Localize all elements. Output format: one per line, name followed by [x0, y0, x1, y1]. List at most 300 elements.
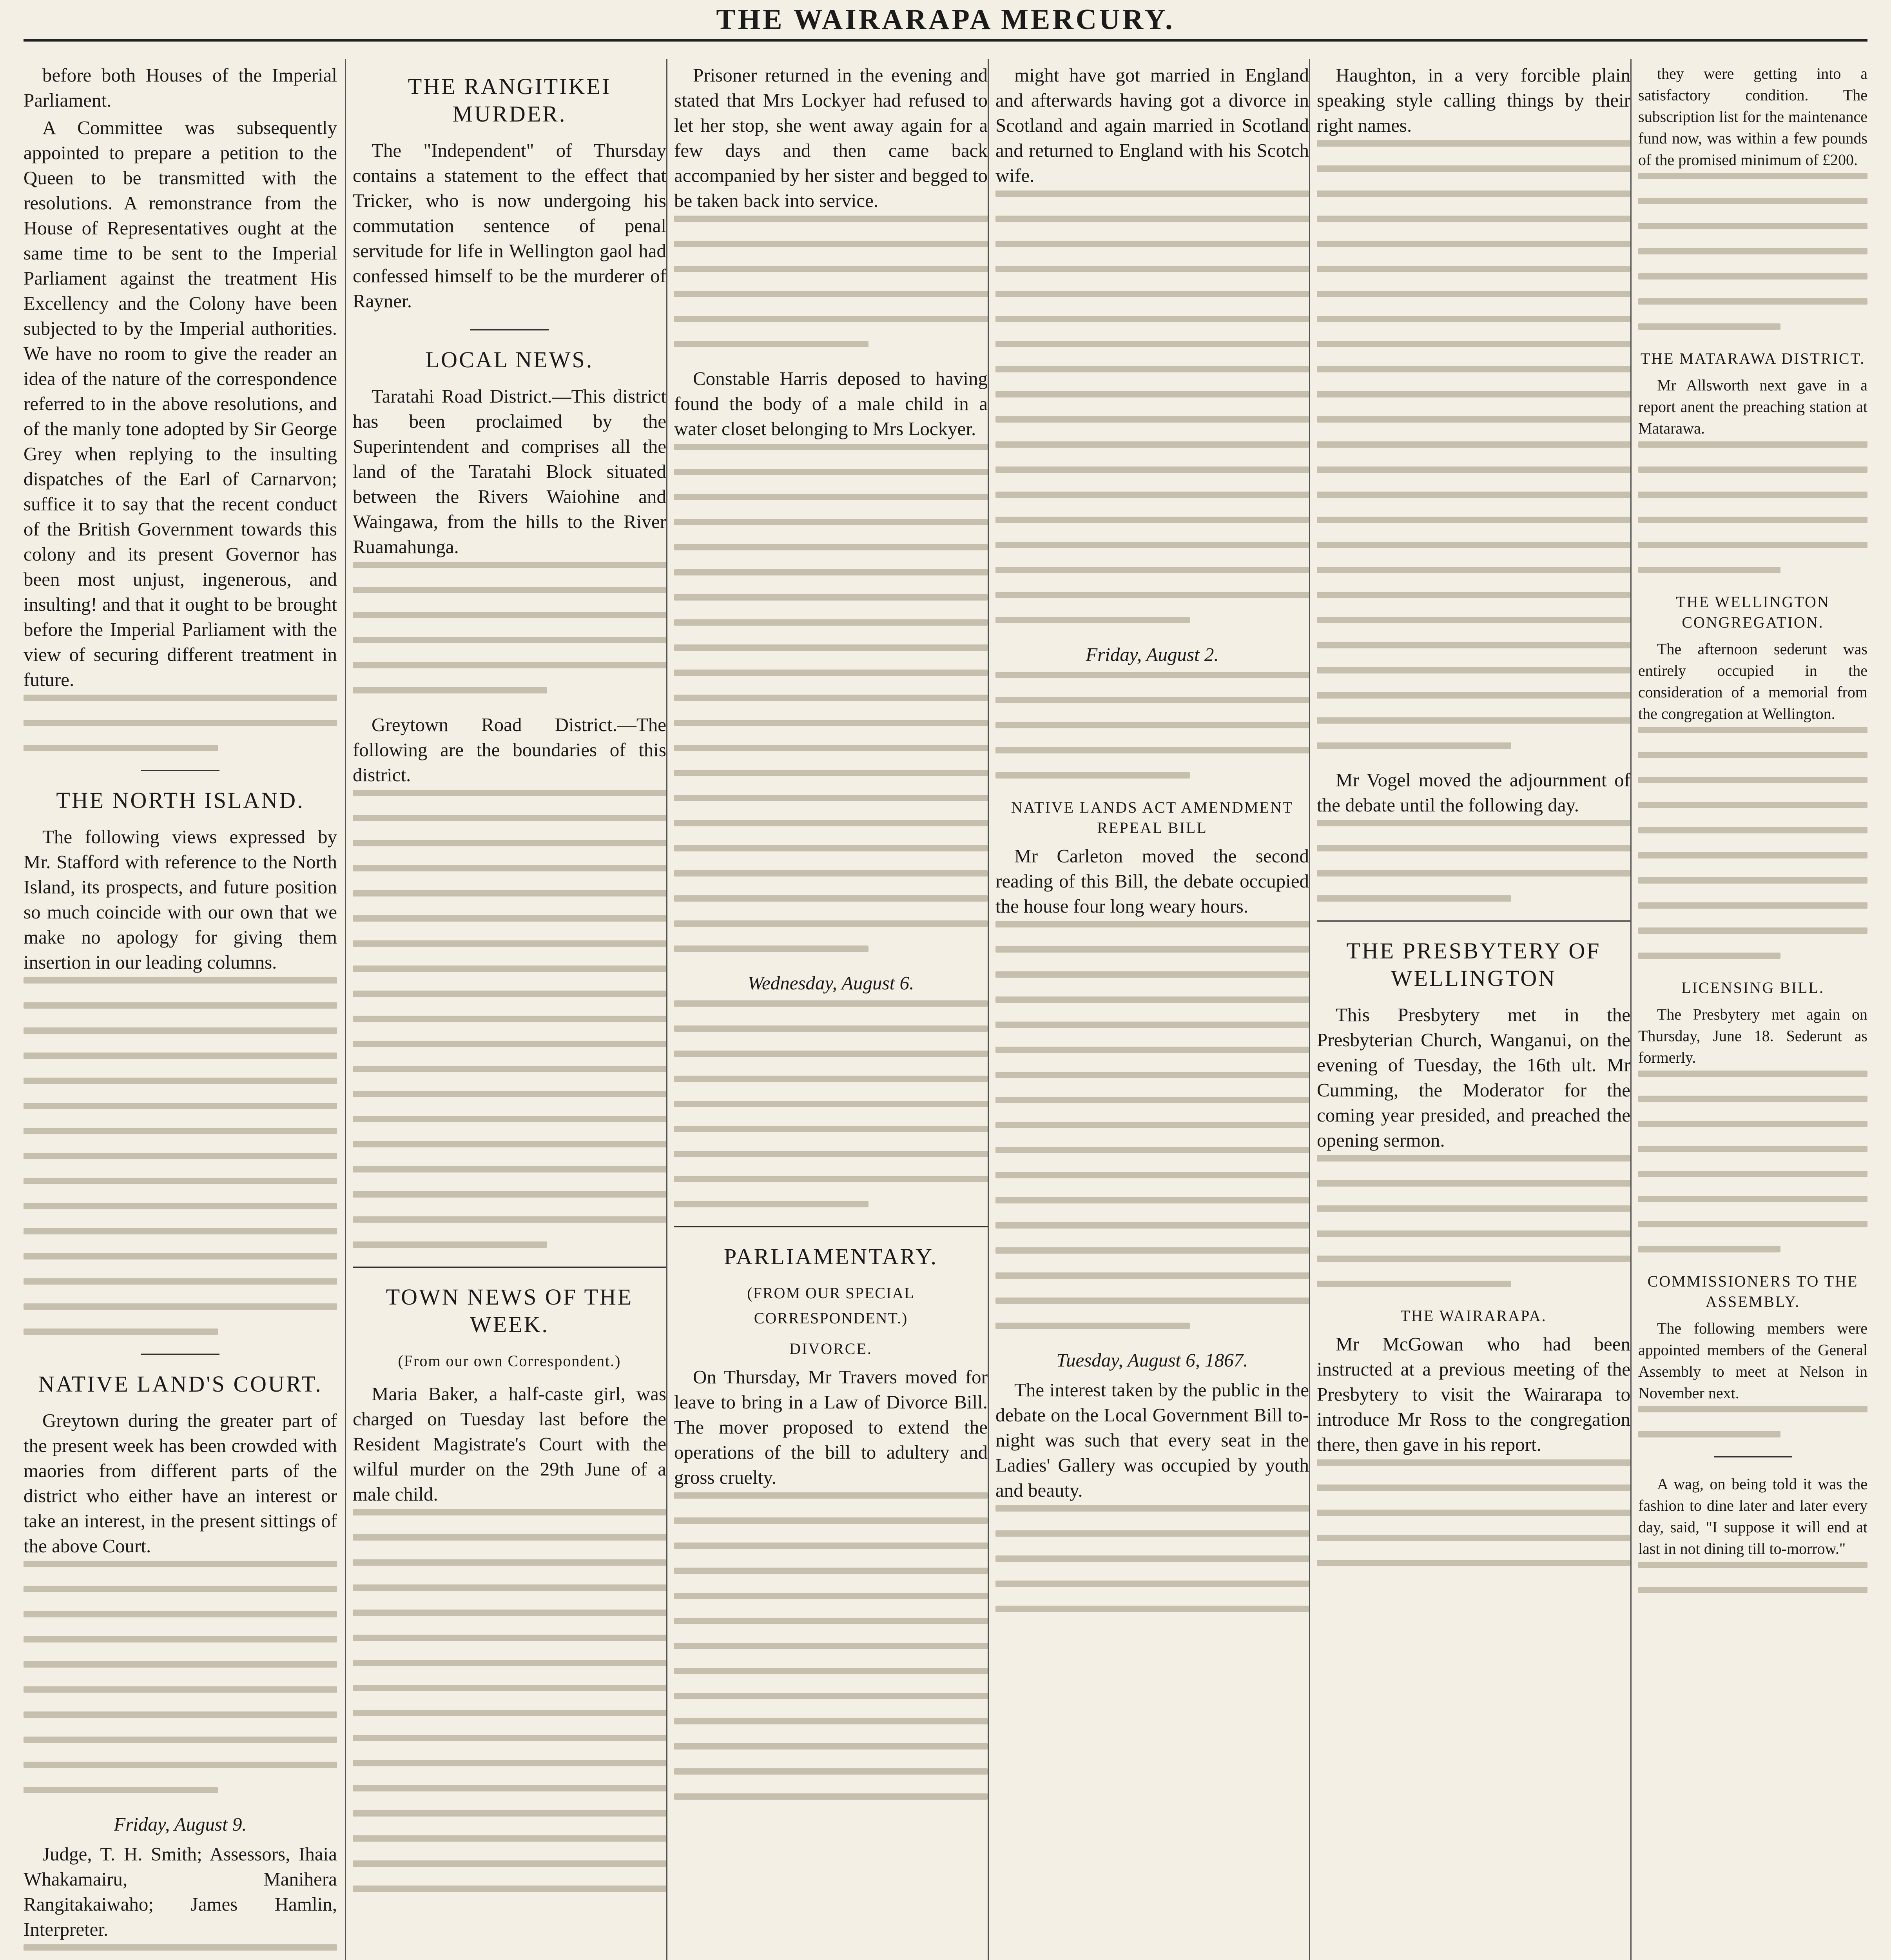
text-line [24, 1762, 337, 1768]
text-line [995, 592, 1309, 598]
heading-presbytery: THE PRESBYTERY OF WELLINGTON [1346, 938, 1601, 991]
text-line [674, 1668, 988, 1674]
text-line [1317, 165, 1630, 172]
text-line [1638, 542, 1867, 548]
column-divider [666, 59, 667, 1960]
paragraph: before both Houses of the Imperial Parliament. [24, 64, 337, 111]
text-line [995, 517, 1309, 523]
text-line [1317, 1281, 1511, 1287]
heading-native-lands-court: NATIVE LAND'S COURT. [38, 1371, 323, 1397]
text-line [353, 1166, 666, 1172]
text-line [995, 416, 1309, 423]
paragraph: Mr Allsworth next gave in a report anent the preaching station at Matarawa. [1638, 376, 1867, 437]
column-6 [1638, 63, 1867, 1960]
column-divider [1630, 59, 1632, 1960]
text-line [674, 1793, 988, 1800]
masthead-rule [24, 39, 1867, 42]
text-line [674, 720, 988, 726]
text-line [24, 1228, 337, 1234]
text-line [1317, 1535, 1630, 1541]
text-line [995, 216, 1309, 222]
column-divider [988, 59, 989, 1960]
text-line [1317, 717, 1630, 724]
heading-local-news: LOCAL NEWS. [425, 347, 594, 372]
text-line [674, 1568, 988, 1574]
text-line [1638, 298, 1867, 305]
text-line [995, 1022, 1309, 1028]
text-line [1638, 1096, 1867, 1102]
paragraph: Judge, T. H. Smith; Assessors, Ihaia Whakamairu, Manihera Rangitakaiwaho; James Hamlin, Interpreter. [24, 1843, 337, 1940]
text-line [1638, 802, 1867, 808]
paragraph: The interest taken by the public in the debate on the Local Government Bill to-night was such that every seat in the Ladies' Gallery was occupied by youth and beauty. [995, 1379, 1309, 1501]
text-line [353, 1860, 666, 1867]
text-line [674, 1101, 988, 1107]
text-line [24, 1178, 337, 1184]
text-line [1638, 777, 1867, 783]
text-line [674, 795, 988, 801]
text-line [1317, 266, 1630, 272]
text-line [353, 815, 666, 821]
paragraph: The "Independent" of Thursday contains a statement to the effect that Tricker, who is now undergoing his commutation sentence of penal servitude for life in Wellington gaol had confessed himself to be the murderer of Rayner. [353, 140, 666, 312]
text-line [674, 695, 988, 701]
paragraph: This Presbytery met in the Presbyterian Church, Wanganui, on the evening of Tuesday, the 16th ult. Mr Cumming, the Moderator for the coming year presided, and preached the opening sermon. [1317, 1004, 1630, 1151]
text-line [24, 1944, 337, 1951]
text-line [24, 1328, 218, 1335]
text-line [1638, 1562, 1867, 1568]
text-line [674, 644, 988, 651]
text-line [353, 1509, 666, 1515]
subheading-divorce: DIVORCE. [789, 1340, 872, 1357]
text-line [995, 1298, 1309, 1304]
dateline: Tuesday, August 6, 1867. [1056, 1349, 1248, 1371]
text-line [353, 1016, 666, 1022]
text-line [24, 1128, 337, 1134]
text-line [353, 587, 666, 593]
text-line [995, 1323, 1190, 1329]
text-line [1317, 820, 1630, 826]
subheading-native-lands-act: NATIVE LANDS ACT AMENDMENT REPEAL BILL [1011, 799, 1294, 837]
text-line [353, 637, 666, 643]
byline: (From our own Correspondent.) [398, 1352, 621, 1370]
text-line [353, 865, 666, 871]
text-line [353, 991, 666, 997]
text-line [24, 1002, 337, 1009]
text-line [1317, 1510, 1630, 1516]
text-line [1317, 416, 1630, 423]
text-line [24, 1253, 337, 1259]
text-line [995, 441, 1309, 448]
column-5 [1317, 63, 1630, 1960]
text-line [24, 1711, 337, 1718]
text-line [995, 391, 1309, 397]
text-line [995, 291, 1309, 297]
text-line [353, 1635, 666, 1641]
text-line [1317, 366, 1630, 372]
text-line [24, 1078, 337, 1084]
text-line [995, 241, 1309, 247]
text-line [353, 562, 666, 568]
text-line [674, 770, 988, 776]
text-line [1317, 845, 1630, 851]
text-line [995, 617, 1190, 623]
column-4 [995, 63, 1309, 1960]
dateline: Friday, August 9. [114, 1813, 247, 1835]
text-line [1638, 902, 1867, 909]
text-line [995, 1606, 1309, 1612]
text-line [1317, 216, 1630, 222]
text-line [1317, 1560, 1630, 1566]
text-line [995, 946, 1309, 953]
section-rule [470, 329, 549, 330]
text-line [674, 1025, 988, 1032]
text-line [1317, 542, 1630, 548]
text-line [353, 915, 666, 922]
text-line [674, 1743, 988, 1749]
section-rule [1714, 1456, 1792, 1457]
text-line [674, 216, 988, 222]
text-line [674, 341, 868, 347]
text-line [674, 316, 988, 322]
paragraph: Prisoner returned in the evening and stated that Mrs Lockyer had refused to let her stop, she went away again for a few days and then came back accompanied by her sister and begged to be taken back into service. [674, 64, 988, 211]
section-rule [1317, 920, 1630, 922]
text-line [674, 946, 868, 952]
text-line [995, 542, 1309, 548]
text-line [674, 1492, 988, 1499]
text-line [353, 612, 666, 618]
text-line [24, 1661, 337, 1668]
text-line [1638, 492, 1867, 498]
text-line [1317, 642, 1630, 648]
text-line [1638, 1246, 1780, 1252]
text-line [995, 747, 1309, 753]
text-line [674, 1593, 988, 1599]
text-line [674, 469, 988, 475]
text-line [353, 1141, 666, 1147]
text-line [1638, 1587, 1867, 1593]
text-line [24, 745, 218, 751]
text-line [1317, 567, 1630, 573]
text-line [1638, 1146, 1867, 1152]
paragraph: Constable Harris deposed to having found the body of a male child in a water closet belonging to Mrs Lockyer. [674, 368, 988, 439]
text-line [674, 1000, 988, 1007]
text-line [353, 662, 666, 668]
subheading-licensing-bill: LICENSING BILL. [1681, 979, 1824, 996]
text-line [1638, 248, 1867, 254]
text-line [995, 1247, 1309, 1254]
text-line [1638, 877, 1867, 884]
text-line [1317, 140, 1630, 147]
text-line [674, 1051, 988, 1057]
text-line [1638, 441, 1867, 448]
paragraph: A Committee was subsequently appointed to prepare a petition to the Queen to be transmitted with the resolutions. A remonstrance from the House of Representatives ought at the same time to be sent to the Imperial Parliament against the treatment His Excellency and the Colony have been subjected to by the Imperial authorities. We have no room to give the reader an idea of the nature of the correspondence referred to in the above resolutions, and of the manly tone adopted by Sir George Grey when replying to the insulting dispatches of the Earl of Carnarvon; suffice it to say that the recent conduct of the British Government towards this colony and its present Governor has been most unjust, ingenerous, and insulting! and that it ought to be brought before the Imperial Parliament with the view of securing different treatment in future. [24, 117, 337, 690]
text-line [995, 722, 1309, 728]
text-line [353, 1216, 666, 1223]
paragraph: Greytown during the greater part of the present week has been crowded with maories from different parts of the district who either have an interest or take an interest, in the present sittings of the above Court. [24, 1410, 337, 1557]
text-line [353, 965, 666, 972]
text-line [674, 1618, 988, 1624]
text-line [24, 1686, 337, 1693]
text-line [995, 1272, 1309, 1279]
text-line [353, 790, 666, 796]
text-line [353, 1091, 666, 1097]
text-line [674, 870, 988, 877]
newspaper-title: THE WAIRARAPA MERCURY. [716, 4, 1175, 36]
text-line [995, 1581, 1309, 1587]
text-line [1638, 1171, 1867, 1177]
column-divider [345, 59, 346, 1960]
column-divider [1309, 59, 1310, 1960]
text-line [353, 1241, 547, 1248]
text-line [1638, 1431, 1780, 1437]
text-line [995, 1147, 1309, 1153]
text-line [1317, 667, 1630, 673]
text-line [24, 1278, 337, 1285]
text-line [24, 977, 337, 984]
text-line [1317, 617, 1630, 623]
text-line [24, 1053, 337, 1059]
paragraph: The Presbytery met again on Thursday, June 18. Sederunt as formerly. [1638, 1005, 1867, 1066]
text-line [674, 1693, 988, 1699]
text-line [1317, 241, 1630, 247]
text-line [353, 890, 666, 897]
byline: (FROM OUR SPECIAL CORRESPONDENT.) [747, 1284, 915, 1327]
text-line [995, 921, 1309, 927]
text-line [995, 772, 1190, 779]
paragraph: Mr Vogel moved the adjournment of the debate until the following day. [1317, 769, 1630, 816]
text-line [995, 971, 1309, 978]
text-line [1638, 752, 1867, 758]
text-line [674, 1176, 988, 1182]
dateline: Wednesday, August 6. [747, 972, 914, 994]
text-line [995, 366, 1309, 372]
text-line [995, 1555, 1309, 1562]
text-line [1638, 567, 1780, 573]
text-line [995, 341, 1309, 347]
text-line [995, 1072, 1309, 1078]
paragraph: On Thursday, Mr Travers moved for leave to bring in a Law of Divorce Bill. The mover proposed to extend the operations of the bill to adultery and gross cruelty. [674, 1366, 988, 1488]
text-line [1317, 1205, 1630, 1212]
text-line [353, 1886, 666, 1892]
text-line [995, 1197, 1309, 1203]
text-line [674, 266, 988, 272]
text-line [995, 1530, 1309, 1537]
text-line [24, 720, 337, 726]
text-line [353, 1710, 666, 1716]
section-rule [141, 770, 219, 771]
text-line [1317, 1256, 1630, 1262]
subheading-wellington-congregation: THE WELLINGTON CONGREGATION. [1676, 593, 1830, 631]
subheading-commissioners: COMMISSIONERS TO THE ASSEMBLY. [1647, 1272, 1858, 1310]
text-line [674, 544, 988, 550]
text-line [995, 996, 1309, 1003]
text-line [24, 1027, 337, 1034]
text-line [674, 745, 988, 751]
text-line [1638, 223, 1867, 229]
text-line [1638, 1121, 1867, 1127]
text-line [1317, 742, 1511, 749]
text-line [674, 1543, 988, 1549]
text-line [353, 1760, 666, 1766]
text-line [1317, 517, 1630, 523]
column-1 [24, 63, 337, 1960]
text-line [1317, 191, 1630, 197]
text-line [1638, 953, 1780, 959]
text-line [353, 1041, 666, 1047]
paragraph: A wag, on being told it was the fashion to dine later and later every day, said, "I suppose it will end at last in not dining till to-morrow." [1638, 1475, 1867, 1557]
text-line [1638, 273, 1867, 279]
text-line [995, 492, 1309, 498]
text-line [24, 695, 337, 701]
text-line [1638, 927, 1867, 934]
text-line [674, 1126, 988, 1132]
text-line [995, 316, 1309, 322]
paragraph: Greytown Road District.—The following are the boundaries of this district. [353, 714, 666, 786]
text-line [1638, 1196, 1867, 1202]
text-line [24, 1737, 337, 1743]
paragraph: Mr Carleton moved the second reading of this Bill, the debate occupied the house four long weary hours. [995, 845, 1309, 917]
text-line [674, 1151, 988, 1157]
text-line [353, 1735, 666, 1741]
text-line [995, 1047, 1309, 1053]
text-line [353, 1584, 666, 1591]
text-line [1317, 1180, 1630, 1187]
text-line [1638, 1221, 1867, 1227]
dateline: Friday, August 2. [1086, 644, 1219, 665]
text-line [1317, 466, 1630, 473]
text-line [353, 1191, 666, 1198]
text-line [1317, 341, 1630, 347]
text-line [24, 1303, 337, 1310]
section-rule [353, 1267, 666, 1268]
text-line [1638, 852, 1867, 858]
heading-rangitikei-murder: THE RANGITIKEI MURDER. [408, 74, 611, 127]
text-line [674, 1076, 988, 1082]
text-line [353, 1660, 666, 1666]
text-line [353, 1610, 666, 1616]
text-line [674, 241, 988, 247]
text-line [995, 266, 1309, 272]
text-line [995, 1505, 1309, 1512]
text-line [353, 1559, 666, 1566]
paragraph: Maria Baker, a half-caste girl, was charged on Tuesday last before the Resident Magistrate's Court with the wilful murder on the 29th June of a male child. [353, 1383, 666, 1505]
paragraph: Haughton, in a very forcible plain speaking style calling things by their right names. [1317, 64, 1630, 136]
text-line [995, 466, 1309, 473]
text-line [353, 840, 666, 846]
text-line [674, 569, 988, 575]
text-line [24, 1103, 337, 1109]
text-line [674, 619, 988, 626]
text-line [1638, 1406, 1867, 1412]
subheading-wairarapa: THE WAIRARAPA. [1400, 1307, 1547, 1325]
paragraph: The afternoon sederunt was entirely occupied in the consideration of a memorial from the congregation at Wellington. [1638, 640, 1867, 722]
column-3 [674, 63, 988, 1960]
text-line [674, 820, 988, 826]
text-line [1317, 492, 1630, 498]
text-line [1317, 1230, 1630, 1237]
text-line [1317, 870, 1630, 877]
text-line [1317, 291, 1630, 297]
text-line [1317, 391, 1630, 397]
text-line [353, 1835, 666, 1842]
text-line [674, 1643, 988, 1649]
text-line [353, 1810, 666, 1817]
text-line [674, 1201, 868, 1207]
text-line [1317, 1485, 1630, 1491]
text-line [353, 1066, 666, 1072]
text-line [995, 1122, 1309, 1128]
text-line [1638, 198, 1867, 204]
text-line [674, 920, 988, 927]
paragraph: Mr McGowan who had been instructed at a previous meeting of the Presbytery to visit the Wairarapa to introduce Mr Ross to the congregation there, then gave in his report. [1317, 1333, 1630, 1455]
text-line [1317, 692, 1630, 699]
text-line [1638, 323, 1780, 330]
text-line [674, 494, 988, 500]
text-line [24, 1586, 337, 1592]
text-line [24, 1636, 337, 1642]
masthead [0, 0, 1891, 39]
heading-north-island: THE NORTH ISLAND. [56, 788, 305, 813]
text-line [995, 1222, 1309, 1229]
text-line [995, 1172, 1309, 1178]
text-line [674, 845, 988, 851]
text-line [674, 670, 988, 676]
paragraph: they were getting into a satisfactory condition. The subscription list for the maintenance fund now, was within a few pounds of the promised minimum of £200. [1638, 65, 1867, 169]
text-line [1317, 1459, 1630, 1466]
heading-town-news: TOWN NEWS OF THE WEEK. [386, 1284, 633, 1337]
text-line [674, 519, 988, 525]
text-line [995, 1097, 1309, 1103]
text-line [353, 1534, 666, 1541]
text-line [995, 567, 1309, 573]
text-line [353, 1785, 666, 1791]
text-line [1638, 827, 1867, 833]
paragraph: might have got married in England and afterwards having got a divorce in Scotland and again married in Scotland and returned to England with his Scotch wife. [995, 64, 1309, 186]
text-line [353, 687, 547, 693]
text-line [674, 291, 988, 297]
text-line [674, 1718, 988, 1724]
paragraph: The following views expressed by Mr. Stafford with reference to the North Island, its prospects, and future position so much coincide with our own that we make no apology for giving them insertion in our leading columns. [24, 826, 337, 973]
text-line [24, 1153, 337, 1159]
text-line [1317, 895, 1511, 902]
text-line [24, 1203, 337, 1209]
paragraph: Taratahi Road District.—This district has been proclaimed by the Superintendent and comprises all the land of the Taratahi Block situated between the Rivers Waiohine and Waingawa, from the hills to the River Ruamahunga. [353, 385, 666, 557]
paragraph: The following members were appointed members of the General Assembly to meet at Nelson in November next. [1638, 1319, 1867, 1402]
text-line [1638, 517, 1867, 523]
subheading-matarawa: THE MATARAWA DISTRICT. [1640, 350, 1866, 367]
section-rule [674, 1226, 988, 1227]
text-line [24, 1787, 218, 1793]
text-line [24, 1611, 337, 1617]
text-line [995, 672, 1309, 678]
text-line [353, 940, 666, 947]
text-line [1317, 441, 1630, 448]
text-line [674, 1517, 988, 1524]
text-line [24, 1561, 337, 1567]
text-line [674, 444, 988, 450]
text-line [353, 1116, 666, 1122]
text-line [674, 1768, 988, 1775]
text-line [995, 191, 1309, 197]
heading-parliamentary: PARLIAMENTARY. [723, 1244, 938, 1269]
text-line [1638, 727, 1867, 733]
text-line [1317, 592, 1630, 598]
text-line [1638, 173, 1867, 179]
text-line [1638, 1071, 1867, 1077]
text-line [674, 895, 988, 902]
text-line [353, 1685, 666, 1691]
text-line [995, 697, 1309, 703]
column-2 [353, 63, 666, 1960]
